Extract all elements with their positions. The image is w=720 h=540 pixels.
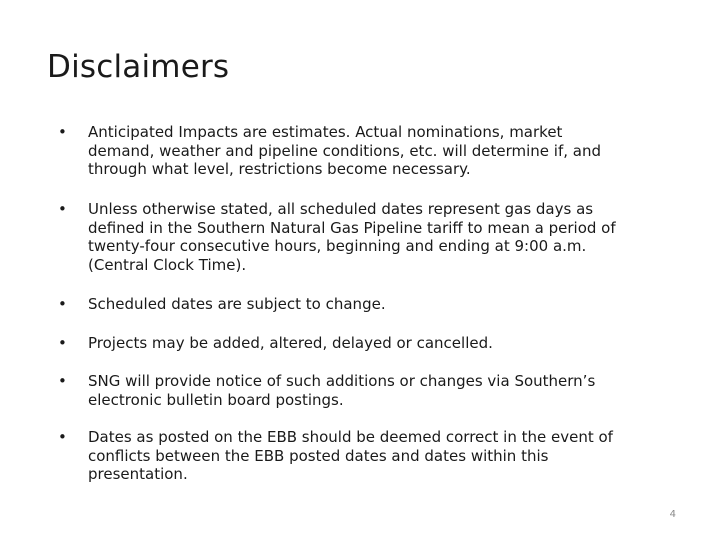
bullet-text: Unless otherwise stated, all scheduled dates represent gas days as defined in the Southern Natural Gas Pipeline tariff to mean a period of twenty-four consecutive hours, beginning and ending at 9:00 a.m. (Central Clock Time). — [88, 200, 616, 274]
page-number: 4 — [669, 509, 676, 520]
bullet-marker: • — [58, 334, 67, 352]
bullet-marker: • — [58, 123, 67, 141]
slide-title: Disclaimers — [47, 49, 230, 85]
bullet-text: Anticipated Impacts are estimates. Actual nominations, market demand, weather and pipeline conditions, etc. will determine if, and through what level, restrictions become necessary. — [88, 123, 602, 178]
bullet-item — [58, 428, 658, 484]
bullet-marker: • — [58, 295, 67, 313]
bullet-item — [58, 372, 658, 409]
bullet-item — [58, 123, 658, 179]
bullet-text: Projects may be added, altered, delayed or cancelled. — [88, 334, 493, 352]
bullet-item — [58, 295, 658, 314]
bullet-text: Scheduled dates are subject to change. — [88, 295, 386, 313]
bullet-item — [58, 200, 658, 274]
bullet-text: SNG will provide notice of such additions or changes via Southern’s electronic bulletin board postings. — [88, 372, 596, 409]
bullet-marker: • — [58, 428, 67, 446]
bullet-item — [58, 334, 658, 353]
bullet-marker: • — [58, 372, 67, 390]
bullet-marker: • — [58, 200, 67, 218]
bullet-text: Dates as posted on the EBB should be deemed correct in the event of conflicts between the EBB posted dates and dates within this presentation. — [88, 428, 613, 483]
